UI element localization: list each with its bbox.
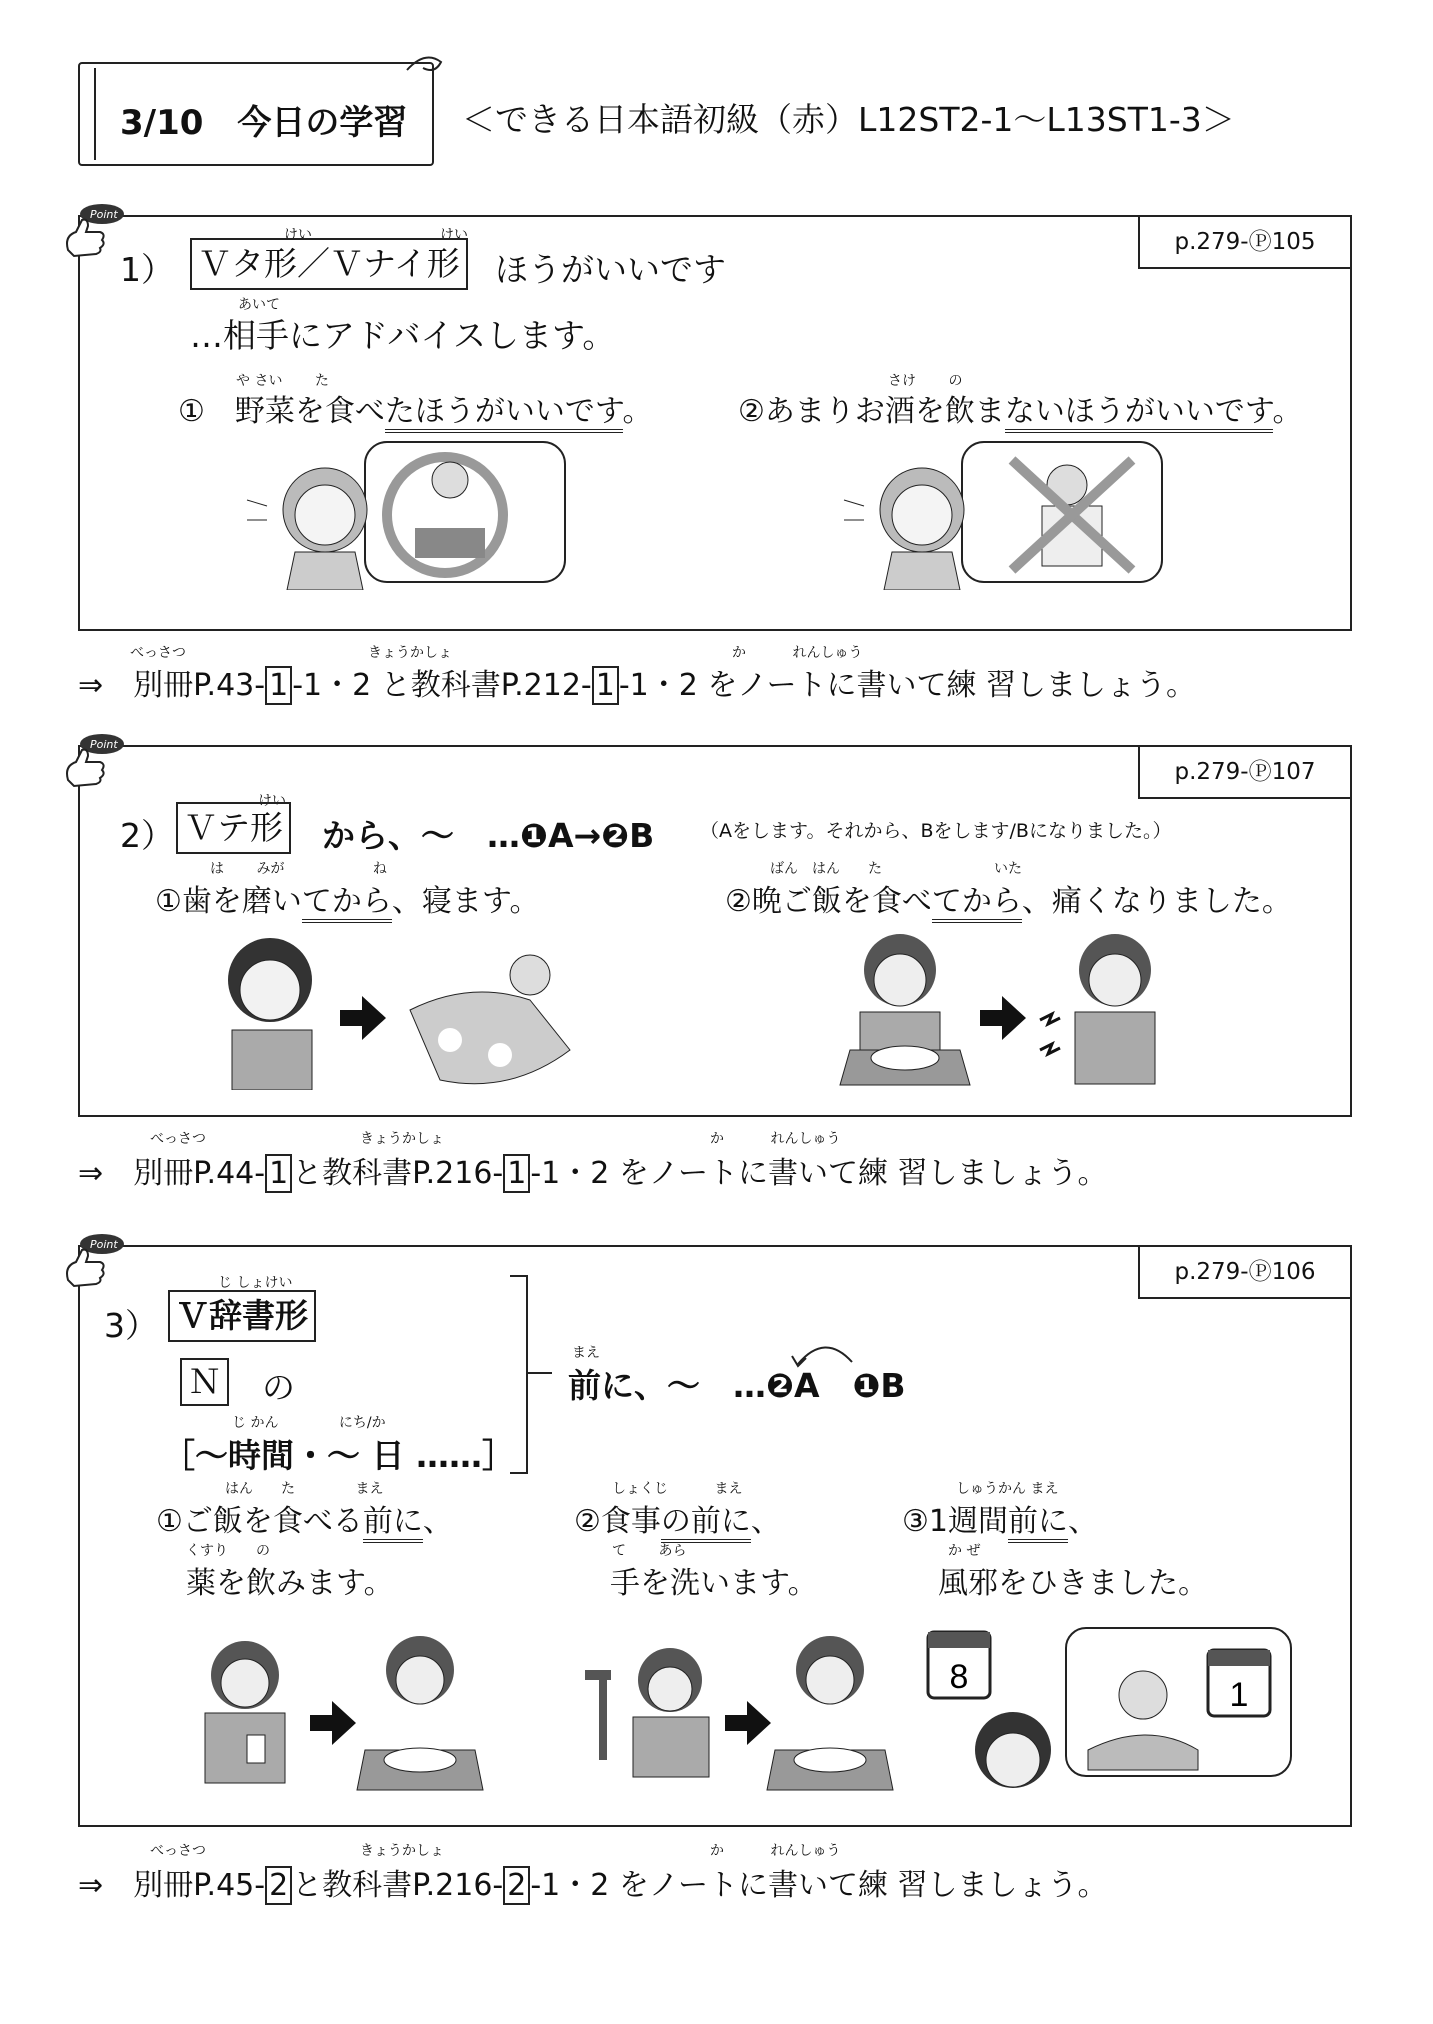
ruby: けい <box>440 227 468 243</box>
example-text: 、 <box>422 1504 453 1539</box>
section-3-example-1-line2: 薬を飲みます。 <box>186 1566 394 1601</box>
exercise-number-box: 1 <box>265 1154 292 1193</box>
section-1-example-1 <box>178 386 653 430</box>
example-text: 、寝ます。 <box>391 884 540 919</box>
practice-text: と教科書P.216- <box>292 1868 504 1903</box>
ruby: ばん はん た いた <box>770 861 1022 877</box>
advice-no-alcohol-illustration <box>842 440 1172 590</box>
section-2-example-2 <box>725 876 1292 920</box>
section-3-example-3-line2: 風邪をひきました。 <box>938 1566 1208 1601</box>
example-target: てから <box>932 884 1022 923</box>
section-2-practice <box>78 1148 1108 1192</box>
point-hand-icon <box>60 200 128 260</box>
practice-text: -1・2 をノートに書いて練 習しましょう。 <box>618 668 1197 703</box>
ruby: しゅうかん まえ <box>956 1481 1059 1497</box>
section-2-number: 2） <box>120 816 174 855</box>
page-title: 3/10 今日の学習 <box>120 103 408 143</box>
section-1-practice <box>78 660 1196 704</box>
example-text: 、 <box>1067 1504 1098 1539</box>
brush-teeth-then-sleep-illustration <box>210 920 590 1090</box>
ruby: くすり の <box>186 1543 270 1559</box>
example-text: ②食事 <box>574 1504 661 1539</box>
ruby: じ しょけい <box>218 1275 293 1291</box>
ruby: まえ <box>572 1345 600 1361</box>
exercise-number-box: 2 <box>503 1866 530 1905</box>
section-1-example-2 <box>738 386 1303 430</box>
section-3-form-noun: Ｎ <box>180 1358 229 1406</box>
example-target: てから <box>302 884 392 923</box>
exercise-number-box: 2 <box>265 1866 292 1905</box>
section-1-description: …相手にアドバイスします。 <box>190 316 616 355</box>
exercise-number-box: 1 <box>265 666 292 705</box>
practice-text: ⇒ 別冊P.43- <box>78 668 266 703</box>
example-text: 、痛くなりました。 <box>1021 884 1292 919</box>
calendar-day-1: 8 <box>949 1658 969 1696</box>
practice-text: ⇒ 別冊P.44- <box>78 1156 266 1191</box>
ruby: けい <box>284 227 312 243</box>
practice-text: と教科書P.216- <box>292 1156 504 1191</box>
advice-eat-vegetables-illustration <box>245 440 575 590</box>
example-target: 前に <box>363 1504 423 1543</box>
practice-text: -1・2 をノートに書いて練 習しましょう。 <box>530 1156 1108 1191</box>
exercise-number-box: 1 <box>592 666 619 705</box>
section-3-noun-particle: の <box>262 1368 295 1407</box>
wash-hands-then-eat-illustration <box>575 1625 895 1795</box>
bracket-connector <box>526 1372 552 1374</box>
example-target: たほうがいいです <box>385 394 623 433</box>
ruby: べっさつ きょうかしょ か れんしゅう <box>150 1131 841 1147</box>
example-target: 前に <box>1008 1504 1068 1543</box>
point-label: Point <box>90 208 118 221</box>
example-target: ないほうがいいです <box>1005 394 1273 433</box>
practice-text: -1・2 と教科書P.212- <box>292 668 592 703</box>
ruby: じ かん にち/か <box>232 1415 386 1431</box>
section-1-form: Ｖタ形／Ｖナイ形 <box>190 238 468 290</box>
reverse-order-arrow-icon <box>790 1338 860 1368</box>
section-2-ref: p.279-Ⓟ107 <box>1138 747 1350 799</box>
example-text: ③1週間 <box>902 1504 1008 1539</box>
ruby: はん た まえ <box>225 1481 384 1497</box>
section-3-form-verb: Ｖ辞書形 <box>168 1290 316 1342</box>
section-3-form-time: ［～時間・～ 日 ……］ <box>162 1436 515 1475</box>
example-text: 。 <box>1272 394 1303 429</box>
example-text: ①ご飯を食べる <box>156 1504 363 1539</box>
section-3-example-2 <box>574 1496 781 1540</box>
example-text: 。 <box>622 394 653 429</box>
point-hand-icon <box>60 730 128 790</box>
point-hand-icon <box>60 1230 128 1290</box>
ruby: か ぜ <box>948 1543 981 1559</box>
section-3-example-3 <box>902 1496 1098 1540</box>
ruby: や さい た <box>236 373 329 389</box>
take-medicine-then-eat-illustration <box>185 1625 485 1795</box>
example-text: ②晩ご飯を食べ <box>725 884 932 919</box>
ruby: は みが ね <box>210 861 387 877</box>
section-3-example-2-line2: 手を洗います。 <box>610 1566 818 1601</box>
section-3-example-1 <box>156 1496 453 1540</box>
section-2-pattern: から、～ …❶A→❷B <box>322 816 655 855</box>
ruby: あいて <box>238 297 280 313</box>
eat-dinner-then-stomachache-illustration <box>830 920 1210 1090</box>
scroll-curl <box>80 68 96 160</box>
section-2-example-1 <box>155 876 540 920</box>
practice-text: ⇒ 別冊P.45- <box>78 1868 266 1903</box>
ruby: て あら <box>612 1543 687 1559</box>
section-1-number: 1） <box>120 250 174 289</box>
example-target: の前に <box>661 1504 751 1543</box>
example-text: 、 <box>750 1504 781 1539</box>
example-text: ①歯を磨い <box>155 884 302 919</box>
section-3-number: 3） <box>104 1306 158 1345</box>
section-3-practice <box>78 1860 1108 1904</box>
section-1-pattern: ほうがいいです <box>495 250 726 289</box>
ruby: しょくじ まえ <box>612 1481 743 1497</box>
ruby: けい <box>258 793 286 809</box>
section-2-form: Ｖテ形 <box>176 802 291 854</box>
example-text: ②あまりお酒を飲ま <box>738 394 1005 429</box>
calendar-day-2: 1 <box>1229 1676 1249 1714</box>
practice-text: -1・2 をノートに書いて練 習しましょう。 <box>530 1868 1108 1903</box>
scroll-curl-icon <box>405 48 445 78</box>
ruby: べっさつ きょうかしょ か れんしゅう <box>150 1843 841 1859</box>
point-label: Point <box>90 1238 118 1251</box>
caught-cold-calendar-illustration <box>918 1620 1298 1800</box>
example-text: ① 野菜を食べ <box>178 394 385 429</box>
section-3-pattern: 前に、～ …❷A ❶B <box>568 1366 906 1405</box>
section-1-ref: p.279-Ⓟ105 <box>1138 217 1350 269</box>
ruby: さけ の <box>888 373 963 389</box>
section-3-ref: p.279-Ⓟ106 <box>1138 1247 1350 1299</box>
point-label: Point <box>90 738 118 751</box>
ruby: べっさつ きょうかしょ か れんしゅう <box>130 645 863 661</box>
bracket <box>510 1275 528 1474</box>
course-title: ＜できる日本語初級（赤）L12ST2-1～L13ST1-3＞ <box>462 100 1235 139</box>
section-2-note: （Aをします。それから、Bをします/Bになりました。） <box>700 820 1172 842</box>
exercise-number-box: 1 <box>503 1154 530 1193</box>
